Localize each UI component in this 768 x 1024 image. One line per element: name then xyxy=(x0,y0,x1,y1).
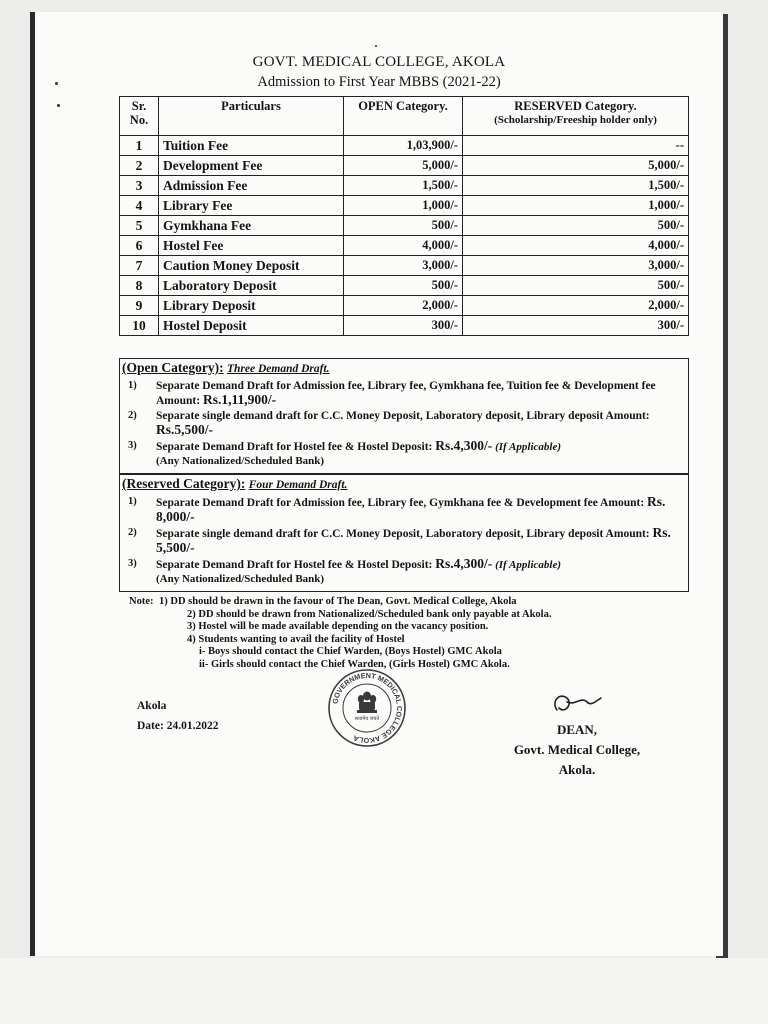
note-1: 1) DD should be drawn in the favour of The Dean, Govt. Medical College, Akola xyxy=(159,596,517,607)
document-page xyxy=(30,12,723,956)
seal-ring-text: GOVERNMENT MEDICAL COLLEGE AKOLA xyxy=(330,670,405,746)
row-sr-no: 9 xyxy=(120,296,159,316)
dean-title: DEAN, xyxy=(556,722,598,737)
table-row xyxy=(120,216,689,236)
note-label: Note: xyxy=(129,596,154,607)
row-sr-no: 10 xyxy=(120,316,159,336)
row-particular: Library Deposit xyxy=(159,296,344,316)
row-particular: Development Fee xyxy=(159,156,344,176)
scan-speck xyxy=(57,104,60,107)
row-reserved-amount: 5,000/- xyxy=(463,156,689,176)
item-text xyxy=(156,526,684,556)
row-open-amount: 2,000/- xyxy=(344,296,463,316)
item-amount: Rs. 5,500/- xyxy=(156,525,671,555)
open-category-dd-section xyxy=(119,358,689,474)
row-reserved-amount: 500/- xyxy=(463,276,689,296)
table-header-row xyxy=(120,97,689,136)
admission-title: Admission to First Year MBBS (2021-22) xyxy=(257,74,501,90)
item-number: 3) xyxy=(128,440,137,451)
item-text xyxy=(156,409,684,438)
table-row xyxy=(120,196,689,216)
dean-signature-block xyxy=(487,720,667,780)
row-open-amount: 1,500/- xyxy=(344,176,463,196)
row-particular: Hostel Deposit xyxy=(159,316,344,336)
list-item xyxy=(122,526,684,556)
item-text xyxy=(156,439,684,468)
row-open-amount: 4,000/- xyxy=(344,236,463,256)
col-reserved-header xyxy=(463,97,689,136)
table-row xyxy=(120,296,689,316)
item-number: 2) xyxy=(128,527,137,538)
college-title: GOVT. MEDICAL COLLEGE, AKOLA xyxy=(252,54,506,70)
item-amount: Rs.5,500/- xyxy=(156,422,213,437)
col-reserved-sub: (Scholarship/Freeship holder only) xyxy=(494,114,657,126)
item-number: 1) xyxy=(128,496,137,507)
item-description: Separate Demand Draft for Hostel fee & Hostel Deposit: xyxy=(156,441,433,453)
dean-college: Govt. Medical College, xyxy=(513,742,641,757)
item-description: Separate Demand Draft for Admission fee, Library fee, Gymkhana fee & Development fee Amount: xyxy=(156,497,645,509)
row-particular: Gymkhana Fee xyxy=(159,216,344,236)
row-reserved-amount: 1,000/- xyxy=(463,196,689,216)
item-text xyxy=(156,379,684,408)
row-sr-no: 6 xyxy=(120,236,159,256)
reserved-dd-subtitle: Four Demand Draft. xyxy=(248,479,348,491)
row-reserved-amount: 500/- xyxy=(463,216,689,236)
col-sr-header xyxy=(120,97,159,136)
item-number: 2) xyxy=(128,410,137,421)
col-particulars-header: Particulars xyxy=(159,97,344,136)
row-open-amount: 1,000/- xyxy=(344,196,463,216)
item-text xyxy=(156,557,684,586)
table-row xyxy=(120,156,689,176)
row-reserved-amount: 1,500/- xyxy=(463,176,689,196)
place-text: Akola xyxy=(137,700,167,712)
row-open-amount: 5,000/- xyxy=(344,156,463,176)
item-amount: Rs.4,300/- xyxy=(435,438,493,453)
note-4-ii: ii- Girls should contact the Chief Warden, (Girls Hostel) GMC Akola. xyxy=(199,658,510,670)
col-sr-label: Sr. xyxy=(131,99,147,113)
date-text: Date: 24.01.2022 xyxy=(137,720,219,732)
notes-section xyxy=(129,596,689,671)
row-sr-no: 4 xyxy=(120,196,159,216)
open-dd-title: (Open Category): xyxy=(122,360,224,375)
item-amount: Rs. 8,000/- xyxy=(156,494,666,524)
note-3: 3) Hostel will be made available depending on the vacancy position. xyxy=(187,621,489,632)
item-bank-note: (Any Nationalized/Scheduled Bank) xyxy=(156,455,325,467)
row-sr-no: 2 xyxy=(120,156,159,176)
list-item xyxy=(122,439,684,468)
col-open-header: OPEN Category. xyxy=(344,97,463,136)
row-reserved-amount: 4,000/- xyxy=(463,236,689,256)
note-2: 2) DD should be drawn from Nationalized/Scheduled bank only payable at Akola. xyxy=(187,608,552,620)
row-open-amount: 300/- xyxy=(344,316,463,336)
row-sr-no: 3 xyxy=(120,176,159,196)
note-4-i: i- Boys should contact the Chief Warden, (Boys Hostel) GMC Akola xyxy=(199,646,502,657)
row-reserved-amount: 3,000/- xyxy=(463,256,689,276)
row-sr-no: 7 xyxy=(120,256,159,276)
seal-motto: सत्यमेव जयते xyxy=(354,716,380,722)
row-sr-no: 1 xyxy=(120,136,159,156)
table-row xyxy=(120,256,689,276)
reserved-category-dd-section xyxy=(119,474,689,592)
item-note: (If Applicable) xyxy=(495,441,561,453)
dean-signature-icon xyxy=(547,688,607,720)
table-row xyxy=(120,236,689,256)
item-description: Separate Demand Draft for Admission fee, Library fee, Gymkhana fee, Tuition fee & Development fee Amount: xyxy=(156,380,656,407)
item-description: Separate Demand Draft for Hostel fee & Hostel Deposit: xyxy=(156,559,433,571)
row-reserved-amount: -- xyxy=(463,136,689,156)
fee-table xyxy=(119,96,689,336)
emblem-icon xyxy=(357,692,377,714)
row-open-amount: 3,000/- xyxy=(344,256,463,276)
row-open-amount: 1,03,900/- xyxy=(344,136,463,156)
open-dd-heading xyxy=(122,361,684,376)
row-reserved-amount: 300/- xyxy=(463,316,689,336)
table-row xyxy=(120,316,689,336)
list-item xyxy=(122,495,684,525)
row-particular: Hostel Fee xyxy=(159,236,344,256)
row-sr-no: 5 xyxy=(120,216,159,236)
item-amount: Rs.4,300/- xyxy=(435,556,493,571)
reserved-dd-title: (Reserved Category): xyxy=(122,476,246,491)
row-reserved-amount: 2,000/- xyxy=(463,296,689,316)
item-number: 1) xyxy=(128,380,137,391)
table-row xyxy=(120,176,689,196)
note-line xyxy=(129,596,689,609)
col-reserved-label: RESERVED Category. xyxy=(514,99,637,113)
list-item xyxy=(122,557,684,586)
place-date-block xyxy=(137,696,218,736)
row-sr-no: 8 xyxy=(120,276,159,296)
row-particular: Caution Money Deposit xyxy=(159,256,344,276)
item-number: 3) xyxy=(128,558,137,569)
open-dd-subtitle: Three Demand Draft. xyxy=(226,363,330,375)
item-description: Separate single demand draft for C.C. Money Deposit, Laboratory deposit, Library deposit Amount: xyxy=(156,410,650,422)
note-4: 4) Students wanting to avail the facility of Hostel xyxy=(187,633,405,645)
reserved-dd-heading xyxy=(122,477,684,492)
row-particular: Tuition Fee xyxy=(159,136,344,156)
scan-background xyxy=(0,958,768,1024)
table-row xyxy=(120,276,689,296)
list-item xyxy=(122,409,684,438)
item-description: Separate single demand draft for C.C. Money Deposit, Laboratory deposit, Library deposit Amount: xyxy=(156,528,650,540)
row-open-amount: 500/- xyxy=(344,216,463,236)
item-note: (If Applicable) xyxy=(495,559,561,571)
row-particular: Admission Fee xyxy=(159,176,344,196)
item-text xyxy=(156,495,684,525)
list-item xyxy=(122,379,684,408)
college-seal-icon xyxy=(327,668,407,748)
table-row xyxy=(120,136,689,156)
document-header xyxy=(35,54,723,91)
row-particular: Library Fee xyxy=(159,196,344,216)
scan-speck xyxy=(375,45,377,47)
dean-city: Akola. xyxy=(558,762,596,777)
row-particular: Laboratory Deposit xyxy=(159,276,344,296)
item-bank-note: (Any Nationalized/Scheduled Bank) xyxy=(156,573,325,585)
item-amount: Rs.1,11,900/- xyxy=(202,392,277,407)
col-no-label: No. xyxy=(129,113,149,127)
fee-rows xyxy=(120,136,689,336)
row-open-amount: 500/- xyxy=(344,276,463,296)
